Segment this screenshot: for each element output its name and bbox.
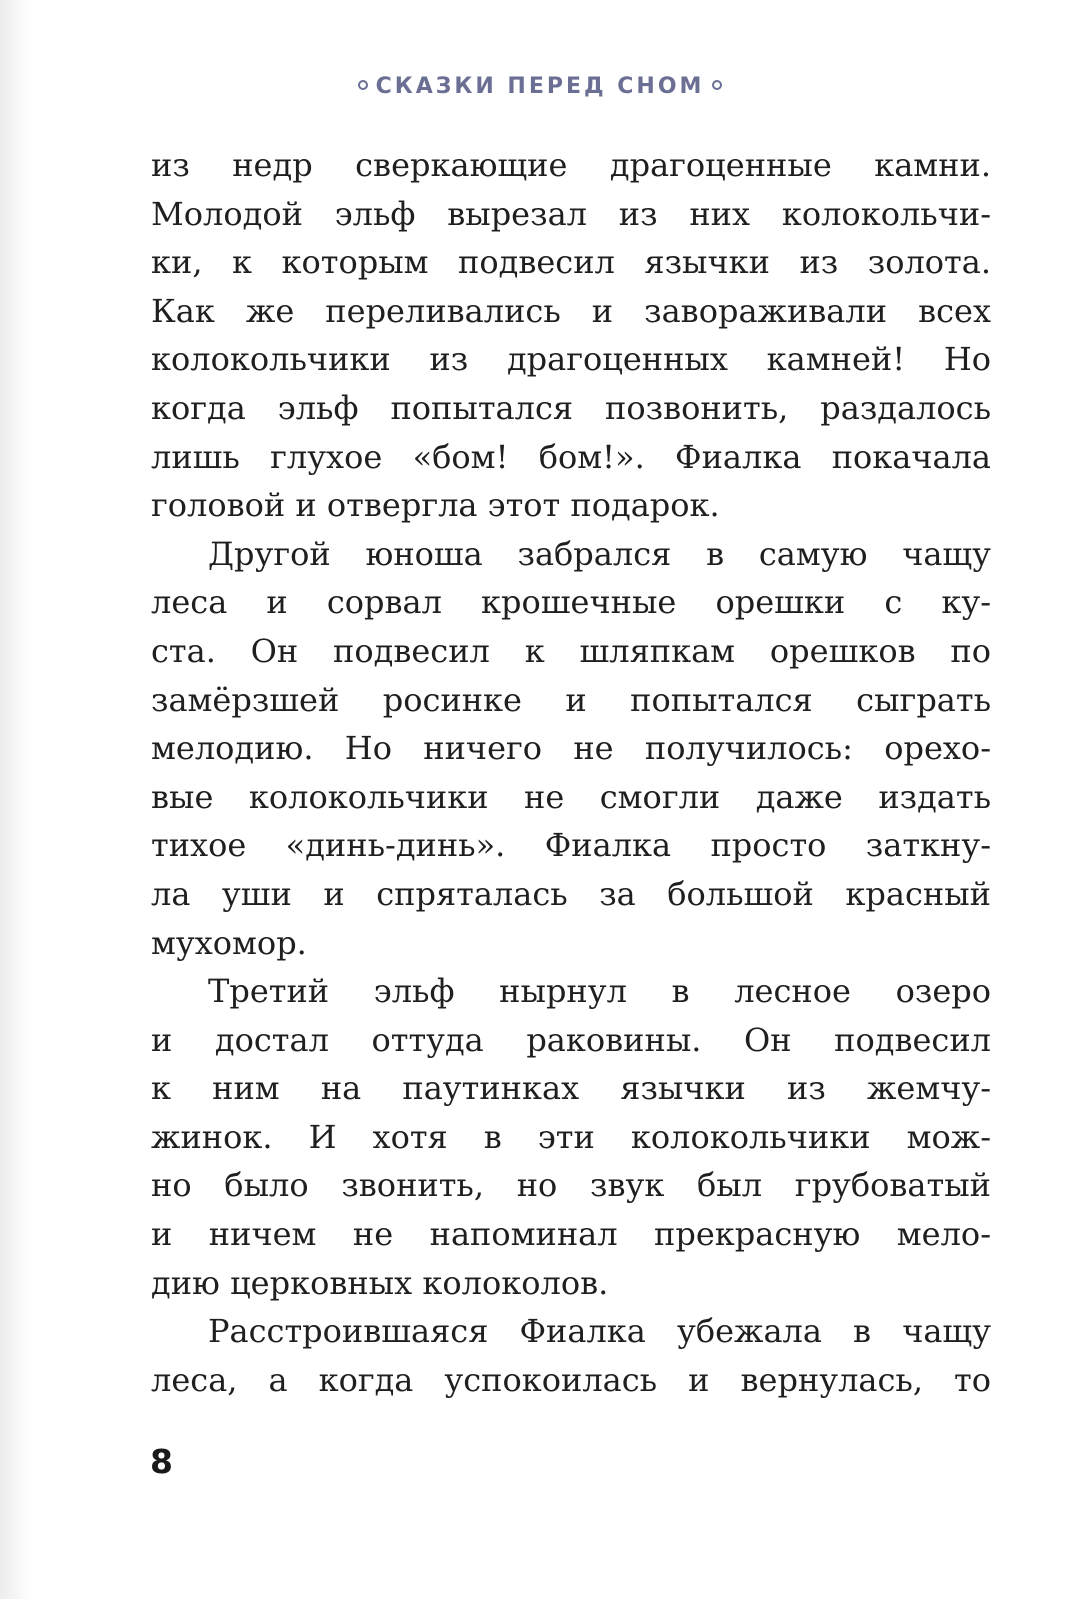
running-header-title: СКАЗКИ ПЕРЕД СНОМ xyxy=(375,74,705,99)
text-line: мухомор. xyxy=(151,923,307,962)
text-line: замёрзшей росинке и попытался сыграть xyxy=(151,680,991,719)
text-line: к ним на паутинках язычки из жемчу- xyxy=(151,1069,991,1108)
text-line: лишь глухое «бом! бом!». Фиалка покачала xyxy=(151,437,991,476)
text-line: Молодой эльф вырезал из них колокольчи- xyxy=(151,194,991,233)
ornament-circle-icon xyxy=(712,80,722,90)
text-line: ки, к которым подвесил язычки из золота. xyxy=(151,243,991,282)
page-number: 8 xyxy=(150,1442,173,1481)
text-line: мелодию. Но ничего не получилось: орехо- xyxy=(151,729,991,768)
text-line: леса и сорвал крошечные орешки с ку- xyxy=(151,583,991,622)
page-edge-shadow xyxy=(0,0,30,1599)
text-line: когда эльф попытался позвонить, раздалось xyxy=(151,388,991,427)
text-line: ста. Он подвесил к шляпкам орешков по xyxy=(151,631,991,670)
running-header xyxy=(0,74,1080,99)
ornament-circle-icon xyxy=(358,80,368,90)
text-line: из недр сверкающие драгоценные камни. xyxy=(151,146,991,184)
text-line: Другой юноша забрался в самую чащу xyxy=(208,534,991,573)
text-line: Расстроившаяся Фиалка убежала в чащу xyxy=(208,1312,991,1351)
text-line: жинок. И хотя в эти колокольчики мож- xyxy=(151,1117,991,1156)
text-line: леса, а когда успокоилась и вернулась, то xyxy=(151,1360,991,1399)
text-line: Третий эльф нырнул в лесное озеро xyxy=(208,972,991,1011)
text-line: Как же переливались и завораживали всех xyxy=(151,291,991,330)
text-line: головой и отвергла этот подарок. xyxy=(151,486,720,525)
text-line: вые колокольчики не смогли даже издать xyxy=(151,777,991,816)
text-line: и ничем не напоминал прекрасную мело- xyxy=(151,1215,991,1254)
text-line: и достал оттуда раковины. Он подвесил xyxy=(151,1020,991,1059)
text-line: но было звонить, но звук был грубоватый xyxy=(151,1166,991,1205)
text-line: тихое «динь-динь». Фиалка просто заткну- xyxy=(151,826,991,865)
text-line: колокольчики из драгоценных камней! Но xyxy=(151,340,991,379)
text-line: дию церковных колоколов. xyxy=(151,1263,609,1302)
text-line: ла уши и спряталась за большой красный xyxy=(151,874,991,913)
body-text xyxy=(151,141,991,1404)
